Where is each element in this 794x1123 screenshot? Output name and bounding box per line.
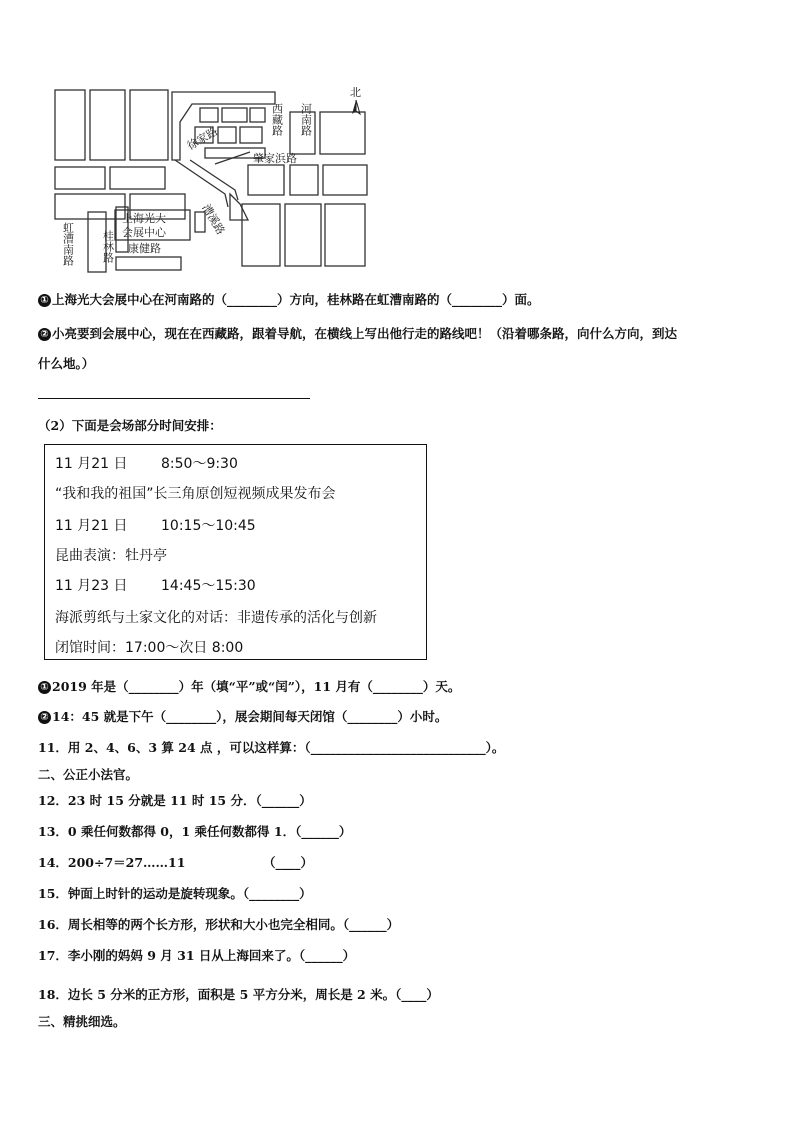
question-14 bbox=[38, 853, 314, 871]
map-block bbox=[218, 127, 236, 143]
question-2-continued: 什么地。） bbox=[38, 356, 95, 371]
question-14-blank[interactable]: （____） bbox=[263, 855, 314, 870]
schedule-time: 10:15～10:45 bbox=[161, 518, 256, 534]
sub-question-2 bbox=[38, 707, 447, 725]
question-16: 16．周长相等的两个长方形，形状和大小也完全相同。（______） bbox=[38, 917, 400, 932]
schedule-row-2 bbox=[55, 515, 256, 535]
street-map-drawing bbox=[50, 82, 370, 277]
map-block bbox=[240, 127, 262, 143]
question-11: 11．用 2、4、6、3 算 24 点 ，可以这样算：（____________________________）。 bbox=[38, 740, 505, 755]
schedule-date: 11 月21 日 bbox=[55, 518, 128, 534]
part-2-title: （2）下面是会场部分时间安排： bbox=[38, 418, 222, 433]
schedule-box bbox=[44, 444, 427, 660]
north-arrow-icon bbox=[346, 84, 368, 118]
question-2 bbox=[38, 324, 677, 342]
circle-number-2: ② bbox=[38, 711, 51, 724]
map-block bbox=[116, 257, 181, 270]
schedule-time: 14:45～15:30 bbox=[161, 578, 256, 594]
schedule-date: 11 月23 日 bbox=[55, 578, 128, 594]
question-1-text: 上海光大会展中心在河南路的（________）方向，桂林路在虹漕南路的（________）面。 bbox=[52, 292, 540, 307]
circle-number-1: ① bbox=[38, 681, 51, 694]
map-block bbox=[222, 108, 247, 122]
question-12: 12．23 时 15 分就是 11 时 15 分．（______） bbox=[38, 793, 312, 808]
street-label-xizang: 西藏路 bbox=[270, 103, 284, 136]
north-label: 北 bbox=[350, 86, 361, 99]
street-label-zhaojiabang: 肇家浜路 bbox=[253, 152, 297, 165]
map-block bbox=[55, 90, 85, 160]
question-17: 17．李小刚的妈妈 9 月 31 日从上海回来了。（______） bbox=[38, 948, 356, 963]
map-block bbox=[172, 92, 275, 160]
map-block bbox=[242, 204, 280, 266]
schedule-closing-time: 闭馆时间：17:00～次日 8:00 bbox=[55, 640, 244, 656]
map-block bbox=[200, 108, 218, 122]
north-indicator bbox=[346, 84, 368, 118]
map-block bbox=[110, 167, 165, 189]
schedule-row-1 bbox=[55, 453, 238, 473]
question-15: 15．钟面上时针的运动是旋转现象。（________） bbox=[38, 886, 312, 901]
question-18: 18．边长 5 分米的正方形，面积是 5 平方分米，周长是 2 米。（____） bbox=[38, 987, 439, 1002]
answer-line[interactable] bbox=[38, 398, 310, 399]
schedule-event-2: 昆曲表演：牡丹亭 bbox=[55, 548, 167, 564]
street-label-henan: 河南路 bbox=[299, 103, 313, 136]
section-3-heading: 三、精挑细选。 bbox=[38, 1014, 126, 1029]
map-block bbox=[320, 112, 365, 154]
map-block bbox=[248, 165, 284, 195]
street-label-xujia: 徐家路 bbox=[185, 124, 221, 153]
street-label-hongcaonan: 虹漕南路 bbox=[61, 222, 75, 266]
sub-question-1-text: 2019 年是（________）年（填“平”或“闰”），11 月有（________）天。 bbox=[52, 679, 461, 694]
map-block bbox=[250, 108, 265, 122]
section-2-heading: 二、公正小法官。 bbox=[38, 767, 139, 782]
venue-label-line2: 会展中心 bbox=[122, 226, 166, 239]
map-block bbox=[290, 165, 318, 195]
schedule-row-3 bbox=[55, 575, 256, 595]
map-block bbox=[323, 165, 367, 195]
map-block bbox=[55, 167, 105, 189]
map-block bbox=[130, 90, 168, 160]
question-13: 13．0 乘任何数都得 0，1 乘任何数都得 1．（______） bbox=[38, 824, 352, 839]
street-label-kangjian: 康健路 bbox=[128, 242, 161, 255]
question-2-text-a: 小亮要到会展中心，现在在西藏路，跟着导航，在横线上写出他行走的路线吧！（沿着哪条路，向什么方向，到达 bbox=[52, 326, 678, 341]
schedule-event-3: 海派剪纸与土家文化的对话：非遗传承的活化与创新 bbox=[55, 610, 377, 626]
question-1 bbox=[38, 290, 540, 308]
street-label-caoxi: 漕溪路 bbox=[199, 202, 228, 238]
venue-label-line1: 上海光大 bbox=[122, 212, 166, 225]
map-block bbox=[230, 194, 248, 220]
sub-question-2-text: 14：45 就是下午（________），展会期间每天闭馆（________）小时。 bbox=[52, 709, 448, 724]
circle-number-1: ① bbox=[38, 294, 51, 307]
schedule-date: 11 月21 日 bbox=[55, 456, 128, 472]
map-block bbox=[325, 204, 365, 266]
sub-question-1 bbox=[38, 677, 460, 695]
street-label-guilin: 桂林路 bbox=[101, 230, 115, 263]
map-block bbox=[90, 90, 125, 160]
circle-number-2: ② bbox=[38, 328, 51, 341]
map-block bbox=[285, 204, 321, 266]
schedule-event-1: “我和我的祖国”长三角原创短视频成果发布会 bbox=[55, 486, 336, 502]
schedule-time: 8:50～9:30 bbox=[161, 456, 238, 472]
question-14-text: 14．200÷7＝27……11 bbox=[38, 855, 186, 870]
street-map bbox=[50, 82, 370, 277]
